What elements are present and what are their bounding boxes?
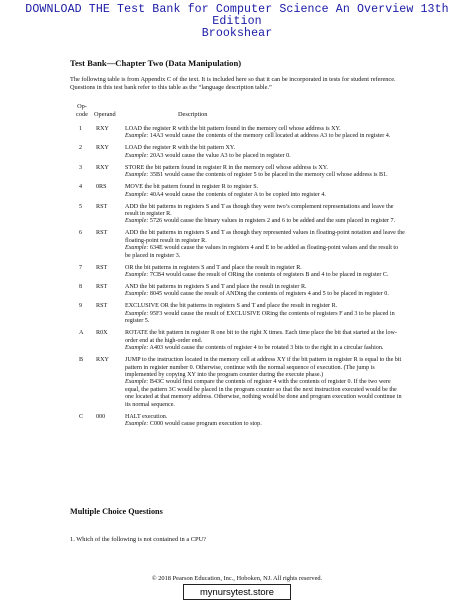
op-code-header: Op- code [76, 103, 88, 118]
op-code-cell: 7 [79, 264, 83, 271]
table-row [70, 184, 410, 199]
operand-cell: RXY [96, 145, 109, 152]
example-line [125, 379, 405, 409]
example-text: 634E would cause the values in registers 4 and E to be added as floating-point values and the result to be placed in register 3. [125, 245, 399, 259]
example-line [125, 133, 405, 140]
example-text: 5726 would cause the binary values in registers 2 and 6 to be added and the sum placed in register 7. [149, 218, 396, 225]
description-text: ADD the bit patterns in registers S and T as though they were two’s complement representations and leave the result in register R. [125, 203, 394, 218]
description-cell [125, 230, 405, 260]
example-line [125, 245, 405, 260]
intro-paragraph: The following table is from Appendix C of the text. It is included here so that it can be incorporated in tests for student reference. Questions in this test bank refer to this table as the “language description table.” [70, 76, 396, 92]
example-line [125, 218, 405, 225]
language-description-table [70, 126, 410, 433]
op-code-cell: 8 [79, 284, 83, 291]
description-cell [125, 165, 405, 180]
question-1: 1. Which of the following is not contained in a CPU? [70, 536, 207, 543]
op-code-cell: 6 [79, 230, 83, 237]
example-label: Example: [125, 345, 149, 352]
operand-cell: RST [96, 284, 108, 291]
description-cell [125, 265, 405, 280]
operand-cell: RST [96, 303, 108, 310]
table-row [70, 303, 410, 325]
example-label: Example: [125, 172, 149, 179]
operand-cell: RST [96, 264, 108, 271]
example-label: Example: [125, 291, 149, 298]
example-line [125, 192, 405, 199]
example-line [125, 172, 405, 179]
example-label: Example: [125, 310, 149, 317]
table-row [70, 230, 410, 260]
example-text: 40A4 would cause the contents of register A to be copied into register 4. [149, 191, 326, 198]
description-cell [125, 204, 405, 226]
operand-cell: 000 [96, 413, 106, 420]
description-cell [125, 284, 405, 299]
description-text: JUMP to the instruction located in the memory cell at address XY if the bit pattern in register R is equal to the bit pattern in register number 0. Otherwise, continue with the normal sequence of execution. (The jump is implemented by copying XY into the program counter during the execute phase.) [125, 357, 402, 378]
table-row [70, 126, 410, 141]
operand-header: Operand [94, 111, 116, 118]
example-line [125, 345, 405, 352]
example-text: 95F3 would cause the result of EXCLUSIVE ORing the contents of registers F and 3 to be placed in register 5. [125, 310, 395, 325]
op-code-cell: B [79, 357, 84, 364]
operand-cell: RXY [96, 164, 109, 171]
op-code-cell: 2 [79, 145, 83, 152]
example-text: 14A3 would cause the contents of the memory cell located at address A3 to be placed in register 4. [149, 133, 391, 140]
example-text: 35B1 would cause the contents of register 5 to be placed in the memory cell whose address is B1. [149, 172, 388, 179]
example-text: A403 would cause the contents of register 4 to be rotated 3 bits to the right in a circular fashion. [149, 345, 384, 352]
description-text: STORE the bit pattern found in register R in the memory cell whose address is XY. [125, 164, 328, 171]
description-text: LOAD the register R with the bit pattern XY. [125, 145, 236, 152]
description-text: OR the bit patterns in registers S and T and place the result in register R. [125, 264, 302, 271]
op-code-cell: 5 [79, 203, 83, 210]
example-line [125, 291, 405, 298]
description-text: MOVE the bit pattern found in register R to register S. [125, 184, 259, 191]
description-text: ROTATE the bit pattern in register R one bit to the right X times. Each time place the bit that started at the low-order end at the high-order end. [125, 330, 397, 344]
operand-cell: RST [96, 203, 108, 210]
table-row [70, 284, 410, 299]
description-text: EXCLUSIVE OR the bit patterns in registers S and T and place the result in register R. [125, 303, 338, 310]
table-row [70, 330, 410, 352]
description-cell [125, 414, 405, 429]
example-label: Example: [125, 272, 149, 279]
op-code-cell: 4 [79, 184, 83, 191]
op-code-cell: A [79, 330, 84, 337]
example-text: C000 would cause program execution to stop. [149, 420, 262, 427]
example-text: 20A3 would cause the value A3 to be placed in register 0. [149, 152, 291, 159]
example-label: Example: [125, 133, 149, 140]
copyright-footer: © 2018 Pearson Education, Inc., Hoboken, NJ. All rights reserved. [151, 575, 323, 582]
op-code-cell: 1 [79, 126, 83, 132]
description-text: AND the bit patterns in registers S and T and place the result in register R. [125, 284, 307, 291]
description-text: ADD the bit patterns in registers S and T as though they represented values in floating-point notation and leave the floating-point result in register R. [125, 230, 405, 244]
description-cell [125, 330, 405, 352]
example-label: Example: [125, 379, 149, 386]
table-row [70, 165, 410, 180]
example-label: Example: [125, 420, 149, 427]
banner-line-2: Brookshear [201, 27, 273, 40]
description-cell [125, 145, 405, 160]
table-row [70, 265, 410, 280]
table-row [70, 145, 410, 160]
example-line [125, 311, 405, 326]
operand-cell: 0RS [96, 184, 107, 191]
description-text: HALT execution. [125, 413, 168, 420]
example-label: Example: [125, 218, 149, 225]
section-heading: Multiple Choice Questions [70, 507, 163, 516]
operand-cell: RXY [96, 126, 109, 132]
example-label: Example: [125, 191, 149, 198]
example-text: B43C would first compare the contents of register 4 with the contents of register 0. If the two were equal, the pattern 3C would be placed in the program counter so that the next instruction executed would be the one located at that memory address. Otherwise, nothing would be done and program execution would continue in its normal sequence. [125, 379, 402, 408]
example-label: Example: [125, 245, 149, 252]
chapter-title: Test Bank—Chapter Two (Data Manipulation) [70, 58, 242, 68]
operand-cell: RXY [96, 357, 109, 364]
example-label: Example: [125, 152, 149, 159]
example-line [125, 153, 405, 160]
op-code-cell: 9 [79, 303, 83, 310]
banner-line-1: DOWNLOAD THE Test Bank for Computer Science An Overview 13th Edition [25, 3, 449, 28]
table-header [70, 103, 410, 123]
description-text: LOAD the register R with the bit pattern found in the memory cell whose address is XY. [125, 126, 341, 132]
table-row [70, 204, 410, 226]
description-header: Description [178, 111, 208, 118]
example-text: 8045 would cause the result of ANDing the contents of registers 4 and 5 to be placed in register 0. [149, 291, 389, 298]
example-line [125, 272, 405, 279]
table-row [70, 357, 410, 409]
site-badge[interactable]: mynursytest.store [183, 584, 291, 600]
op-code-cell: C [79, 413, 84, 420]
description-cell [125, 303, 405, 325]
example-text: 7CB4 would cause the result of ORing the contents of registers B and 4 to be placed in register C. [149, 272, 389, 279]
download-banner [0, 4, 474, 40]
example-line [125, 421, 405, 428]
description-cell [125, 126, 405, 141]
description-cell [125, 184, 405, 199]
operand-cell: RST [96, 230, 108, 237]
table-row [70, 414, 410, 429]
op-code-cell: 3 [79, 164, 83, 171]
operand-cell: R0X [96, 330, 108, 337]
description-cell [125, 357, 405, 409]
